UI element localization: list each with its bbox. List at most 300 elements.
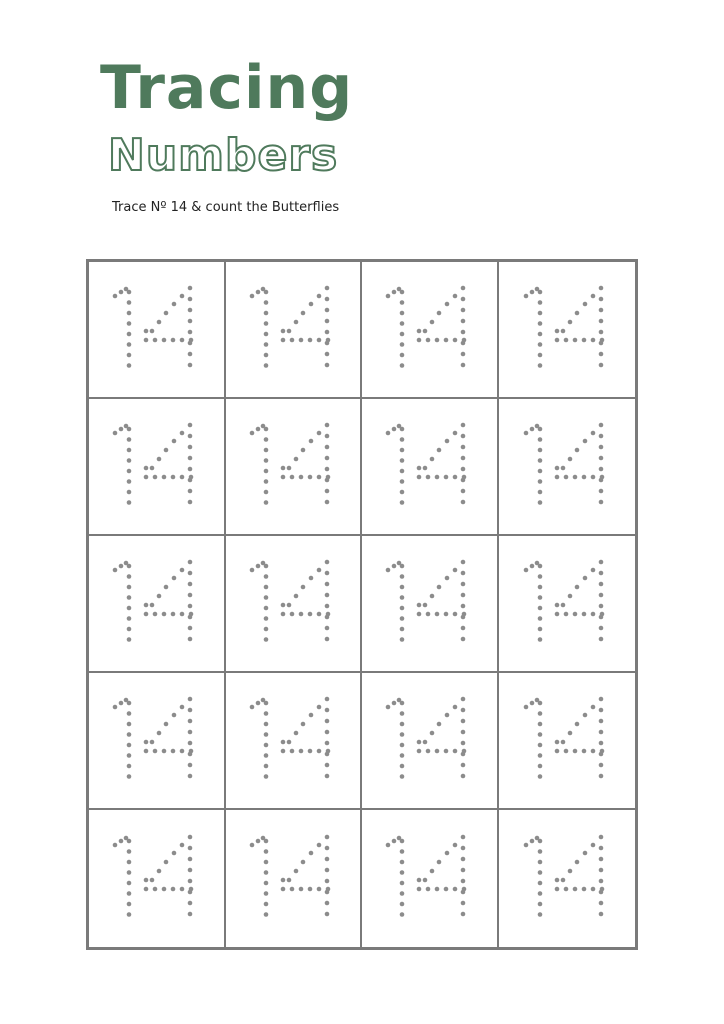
trace-dot [324,570,329,575]
trace-dot [417,602,422,607]
dotted-number-14 [106,829,206,929]
trace-dot [590,842,595,847]
trace-dot [316,474,321,479]
trace-dot [263,489,268,494]
trace-dot [529,700,534,705]
trace-dot [453,704,458,709]
trace-dot [435,886,440,891]
trace-dot [324,696,329,701]
trace-dot [280,739,285,744]
trace-dot [417,748,422,753]
trace-dot [461,296,466,301]
trace-dot [417,465,422,470]
trace-dot [316,430,321,435]
trace-dot [180,886,185,891]
trace-dot [400,489,405,494]
trace-dot [188,329,193,334]
trace-dot [188,636,193,641]
trace-dot [563,337,568,342]
trace-dot [400,458,405,463]
trace-dot [462,337,467,342]
trace-dot [400,310,405,315]
trace-dot [523,567,528,572]
trace-dot [598,867,603,872]
trace-dot [189,748,194,753]
trace-dot [119,838,124,843]
trace-dot [400,870,405,875]
trace-dot [423,877,428,882]
trace-dot [598,625,603,630]
trace-dot [289,886,294,891]
trace-dot [153,748,158,753]
trace-dot [400,321,405,326]
trace-dot [462,611,467,616]
trace-dot [255,563,260,568]
trace-dot [263,595,268,600]
trace-dot [188,603,193,608]
trace-dot [324,362,329,367]
trace-dot [598,707,603,712]
trace-dot [598,718,603,723]
trace-dot [263,500,268,505]
trace-dot [598,285,603,290]
trace-dot [590,337,595,342]
trace-dot [263,447,268,452]
trace-dot [400,700,405,705]
trace-dot [423,465,428,470]
trace-dot [188,570,193,575]
page-title: Tracing [100,53,354,123]
trace-dot [537,458,542,463]
trace-dot [263,901,268,906]
trace-dot [127,870,132,875]
trace-dot [127,300,132,305]
trace-dot [127,500,132,505]
trace-dot [400,563,405,568]
trace-dot [461,845,466,850]
trace-dot [249,430,254,435]
trace-dot [560,602,565,607]
trace-dot [537,763,542,768]
trace-dot [461,718,466,723]
trace-dot [188,362,193,367]
trace-dot [171,611,176,616]
trace-dot [590,567,595,572]
trace-dot [598,581,603,586]
dotted-number-14 [517,829,617,929]
trace-dot [537,437,542,442]
trace-dot [572,337,577,342]
dotted-number-14 [379,554,479,654]
trace-dot [392,426,397,431]
trace-dot [188,488,193,493]
trace-dot [144,337,149,342]
trace-dot [430,868,435,873]
trace-dot [400,426,405,431]
trace-dot [144,748,149,753]
trace-dot [567,593,572,598]
trace-dot [325,337,330,342]
trace-dot [324,296,329,301]
trace-dot [127,859,132,864]
trace-dot [127,742,132,747]
trace-dot [426,886,431,891]
dotted-number-14 [106,417,206,517]
trace-dot [400,331,405,336]
trace-dot [144,877,149,882]
trace-dot [400,711,405,716]
trace-dot [417,337,422,342]
trace-dot [430,593,435,598]
trace-dot [263,437,268,442]
trace-dot [462,748,467,753]
trace-dot [255,838,260,843]
trace-dot [598,740,603,745]
trace-dot [400,901,405,906]
trace-dot [180,337,185,342]
trace-dot [316,611,321,616]
trace-dot [560,328,565,333]
trace-dot [307,611,312,616]
trace-dot [400,468,405,473]
trace-dot [537,901,542,906]
trace-dot [417,611,422,616]
trace-dot [599,337,604,342]
trace-dot [554,739,559,744]
dotted-number-14 [243,829,343,929]
trace-dot [324,499,329,504]
trace-dot [280,611,285,616]
trace-dot [386,842,391,847]
trace-dot [598,773,603,778]
trace-dot [537,352,542,357]
trace-dot [144,739,149,744]
trace-dot [400,912,405,917]
trace-dot [598,433,603,438]
trace-dot [324,318,329,323]
trace-dot [316,567,321,572]
trace-dot [188,559,193,564]
trace-dot [164,721,169,726]
trace-dot [280,337,285,342]
trace-dot [590,611,595,616]
trace-dot [581,886,586,891]
trace-dot [430,319,435,324]
trace-dot [263,732,268,737]
trace-dot [400,849,405,854]
trace-dot [308,712,313,717]
trace-dot [574,310,579,315]
trace-dot [144,474,149,479]
trace-dot [537,563,542,568]
trace-dot [188,581,193,586]
trace-dot [461,696,466,701]
trace-dot [453,842,458,847]
trace-dot [307,337,312,342]
trace-dot [298,748,303,753]
trace-dot [554,611,559,616]
trace-dot [400,742,405,747]
trace-dot [537,289,542,294]
trace-dot [263,838,268,843]
trace-dot [537,310,542,315]
trace-dot [554,886,559,891]
trace-dot [537,468,542,473]
trace-dot [188,307,193,312]
trace-dot [423,328,428,333]
trace-dot [598,878,603,883]
trace-dot [255,289,260,294]
trace-dot [188,900,193,905]
trace-dot [574,859,579,864]
trace-dot [554,337,559,342]
trace-dot [582,712,587,717]
trace-dot [263,426,268,431]
trace-dot [172,301,177,306]
trace-dot [324,592,329,597]
dotted-number-14 [379,691,479,791]
trace-dot [537,774,542,779]
trace-dot [386,704,391,709]
trace-dot [263,721,268,726]
trace-dot [127,437,132,442]
trace-dot [461,581,466,586]
trace-dot [598,636,603,641]
trace-dot [127,595,132,600]
trace-dot [324,911,329,916]
trace-dot [127,321,132,326]
trace-dot [324,834,329,839]
trace-dot [537,753,542,758]
trace-dot [444,611,449,616]
trace-dot [119,563,124,568]
trace-dot [324,285,329,290]
tracing-cell [89,262,226,399]
trace-dot [180,430,185,435]
trace-dot [324,867,329,872]
trace-dot [461,307,466,312]
trace-dot [324,351,329,356]
trace-dot [572,611,577,616]
trace-dot [280,748,285,753]
trace-dot [144,328,149,333]
trace-dot [127,489,132,494]
trace-dot [574,721,579,726]
trace-dot [298,611,303,616]
trace-dot [263,774,268,779]
trace-dot [127,732,132,737]
trace-dot [188,466,193,471]
trace-dot [263,870,268,875]
trace-dot [417,474,422,479]
tracing-cell [499,673,636,810]
trace-dot [598,603,603,608]
trace-dot [590,886,595,891]
trace-dot [400,626,405,631]
trace-dot [453,337,458,342]
trace-dot [392,289,397,294]
tracing-cell [89,810,226,947]
trace-dot [400,584,405,589]
trace-dot [188,696,193,701]
trace-dot [249,842,254,847]
trace-dot [286,602,291,607]
trace-dot [164,859,169,864]
trace-dot [582,575,587,580]
trace-dot [188,856,193,861]
trace-dot [249,704,254,709]
trace-dot [127,363,132,368]
dotted-number-14 [379,417,479,517]
trace-dot [188,455,193,460]
trace-dot [127,289,132,294]
trace-dot [127,901,132,906]
trace-dot [590,474,595,479]
trace-dot [574,447,579,452]
trace-dot [263,584,268,589]
trace-dot [300,859,305,864]
trace-dot [127,721,132,726]
trace-dot [537,859,542,864]
trace-dot [537,742,542,747]
trace-dot [127,458,132,463]
trace-dot [554,328,559,333]
trace-dot [127,352,132,357]
page-subtitle: Numbers [108,130,339,181]
trace-dot [461,422,466,427]
trace-dot [400,447,405,452]
trace-dot [172,850,177,855]
tracing-cell [89,536,226,673]
trace-dot [582,850,587,855]
dotted-number-14 [379,829,479,929]
dotted-number-14 [243,554,343,654]
trace-dot [150,465,155,470]
trace-dot [263,458,268,463]
trace-dot [461,762,466,767]
trace-dot [324,603,329,608]
trace-dot [581,337,586,342]
trace-dot [581,748,586,753]
dotted-number-14 [243,691,343,791]
tracing-cell [362,810,499,947]
trace-dot [150,328,155,333]
trace-dot [400,289,405,294]
tracing-cell [362,399,499,536]
dotted-number-14 [517,280,617,380]
trace-dot [529,426,534,431]
trace-dot [563,886,568,891]
trace-dot [400,605,405,610]
trace-dot [599,886,604,891]
trace-dot [157,319,162,324]
trace-dot [144,465,149,470]
trace-dot [263,880,268,885]
dotted-number-14 [379,280,479,380]
trace-dot [127,637,132,642]
trace-dot [461,351,466,356]
tracing-cell [499,536,636,673]
trace-dot [325,886,330,891]
trace-dot [598,318,603,323]
trace-dot [529,563,534,568]
trace-dot [263,352,268,357]
trace-dot [324,636,329,641]
trace-dot [523,430,528,435]
trace-dot [255,426,260,431]
trace-dot [162,337,167,342]
trace-dot [598,856,603,861]
trace-dot [298,474,303,479]
trace-dot [529,838,534,843]
trace-dot [537,321,542,326]
trace-dot [598,422,603,427]
trace-dot [598,444,603,449]
trace-dot [537,870,542,875]
trace-dot [263,859,268,864]
trace-dot [461,455,466,460]
trace-dot [572,474,577,479]
trace-dot [188,707,193,712]
tracing-cell [499,262,636,399]
trace-dot [180,474,185,479]
trace-dot [127,563,132,568]
tracing-cell [226,673,363,810]
trace-dot [554,877,559,882]
trace-dot [189,337,194,342]
trace-dot [127,331,132,336]
trace-dot [572,748,577,753]
trace-dot [581,474,586,479]
trace-dot [537,331,542,336]
trace-dot [189,474,194,479]
trace-dot [150,602,155,607]
trace-dot [400,342,405,347]
trace-dot [180,704,185,709]
dotted-number-14 [517,417,617,517]
trace-dot [263,637,268,642]
trace-dot [113,567,118,572]
trace-dot [598,900,603,905]
trace-dot [180,842,185,847]
trace-dot [263,711,268,716]
dotted-number-14 [106,554,206,654]
trace-dot [554,465,559,470]
trace-dot [537,489,542,494]
trace-dot [280,328,285,333]
trace-dot [598,499,603,504]
trace-dot [188,499,193,504]
trace-dot [280,877,285,882]
trace-dot [461,856,466,861]
trace-dot [127,753,132,758]
trace-dot [113,704,118,709]
trace-dot [162,474,167,479]
trace-dot [263,700,268,705]
trace-dot [127,574,132,579]
trace-dot [324,581,329,586]
trace-dot [453,293,458,298]
trace-dot [444,474,449,479]
trace-dot [157,456,162,461]
trace-dot [144,886,149,891]
trace-dot [461,318,466,323]
trace-dot [188,845,193,850]
trace-dot [188,433,193,438]
trace-dot [445,850,450,855]
trace-dot [423,739,428,744]
trace-dot [461,773,466,778]
